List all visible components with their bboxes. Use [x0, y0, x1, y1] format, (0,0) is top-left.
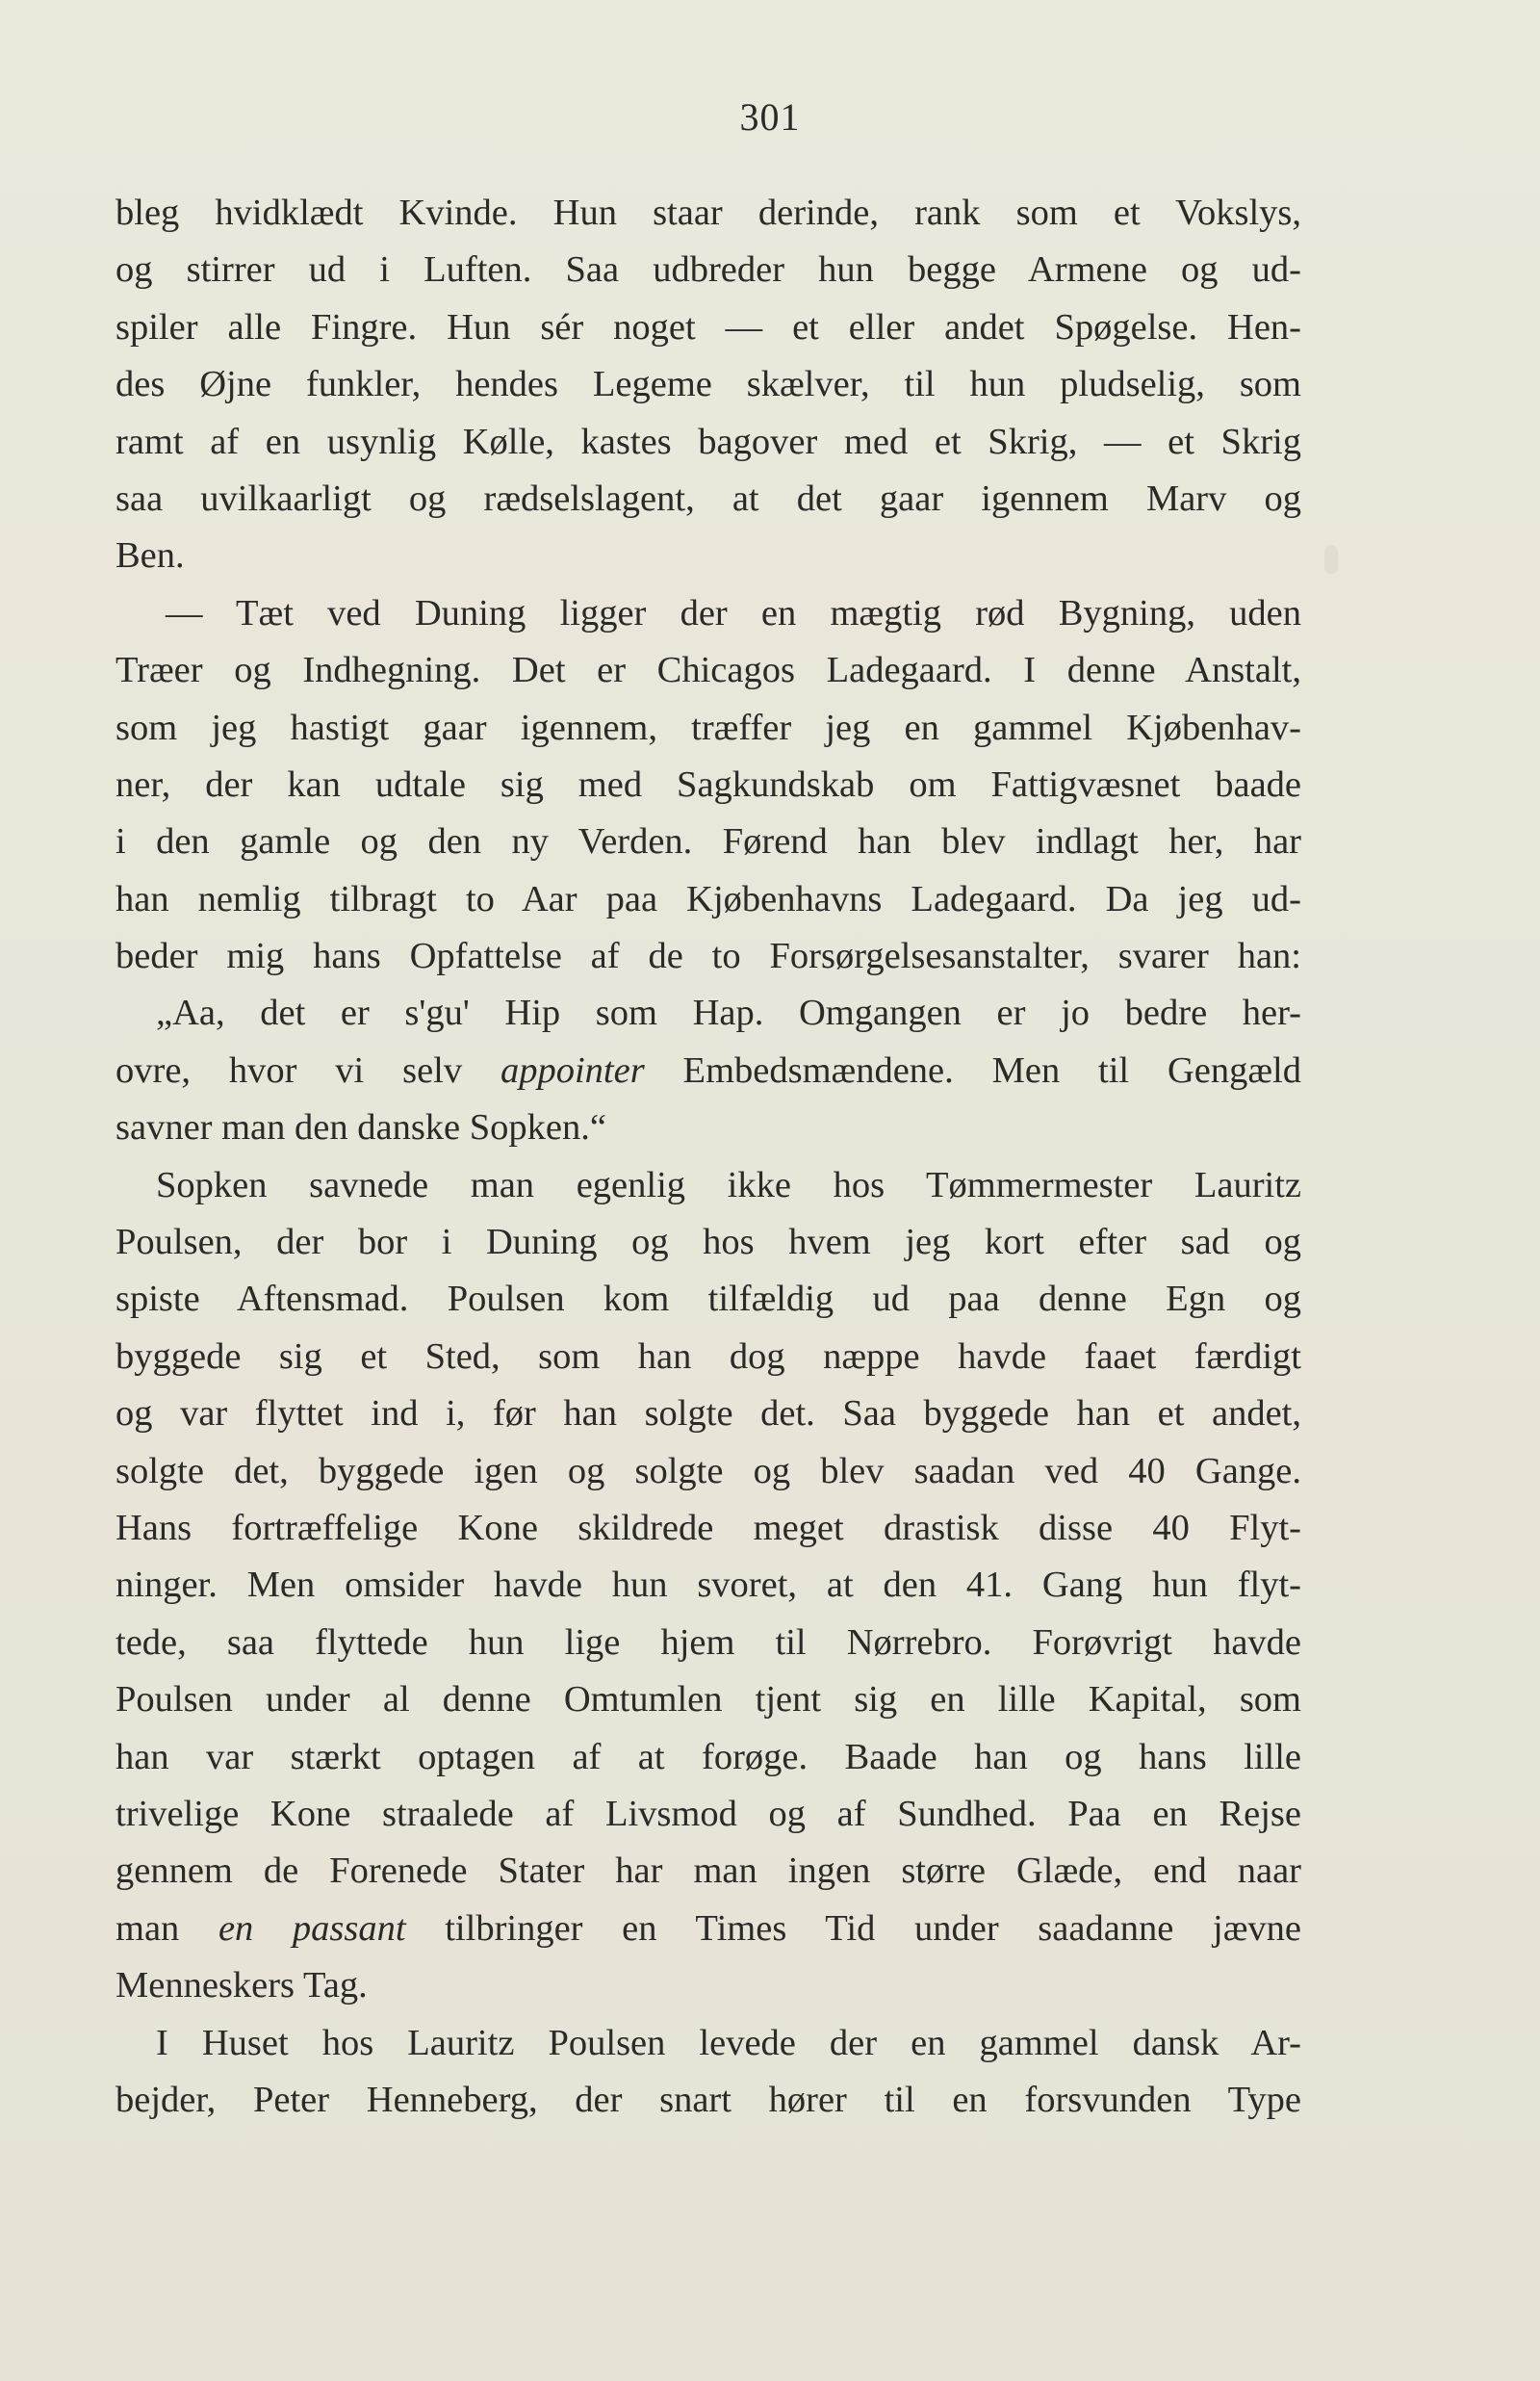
text-line: tede, saa flyttede hun lige hjem til Nørrebro. Forøvrigt havde — [116, 1621, 1301, 1663]
paper-smudge — [1324, 545, 1338, 574]
text-line: trivelige Kone straalede af Livsmod og af Sundhed. Paa en Rejse — [116, 1793, 1301, 1834]
text-line — [116, 1901, 1301, 1957]
text-line: Hans fortræffelige Kone skildrede meget drastisk disse 40 Flyt- — [116, 1507, 1301, 1548]
text-line: I Huset hos Lauritz Poulsen levede der en gammel dansk Ar- — [156, 2022, 1301, 2063]
text-line: og var flyttet ind i, før han solgte det. Saa byggede han et andet, — [116, 1393, 1301, 1435]
text-line: i den gamle og den ny Verden. Førend han blev indlagt her, har — [116, 821, 1301, 863]
text-line: han nemlig tilbragt to Aar paa Kjøbenhavns Ladegaard. Da jeg ud- — [116, 878, 1301, 919]
text-line: ner, der kan udtale sig med Sagkundskab om Fattigvæsnet baade — [116, 763, 1301, 805]
text-line: Menneskers Tag. — [116, 1965, 368, 2006]
text-line: Træer og Indhegning. Det er Chicagos Ladegaard. I denne Anstalt, — [116, 650, 1301, 691]
text-line — [116, 1043, 1301, 1100]
text-line: Ben. — [116, 535, 185, 577]
text-segment: tilbringer en Times Tid under saadanne jævne — [405, 1907, 1301, 1949]
italic-phrase: en passant — [218, 1907, 406, 1949]
text-line: bleg hvidklædt Kvinde. Hun staar derinde, rank som et Vokslys, — [116, 193, 1301, 233]
page-number: 301 — [739, 95, 801, 139]
text-segment: ovre, hvor vi selv — [116, 1049, 500, 1091]
text-segment: Embedsmændene. Men til Gengæld — [644, 1049, 1301, 1091]
text-segment: man — [116, 1907, 218, 1949]
text-line: som jeg hastigt gaar igennem, træffer jeg en gammel Kjøbenhav- — [116, 707, 1301, 748]
text-line: byggede sig et Sted, som han dog næppe havde faaet færdigt — [116, 1335, 1301, 1377]
text-line: des Øjne funkler, hendes Legeme skælver, til hun pludselig, som — [116, 364, 1301, 405]
text-line: spiler alle Fingre. Hun sér noget — et eller andet Spøgelse. Hen- — [116, 306, 1301, 348]
text-line: gennem de Forenede Stater har man ingen større Glæde, end naar — [116, 1850, 1301, 1892]
text-line: saa uvilkaarligt og rædselslagent, at det gaar igennem Marv og — [116, 478, 1301, 519]
text-line: — Tæt ved Duning ligger der en mægtig rød Bygning, uden — [166, 592, 1301, 634]
text-line: solgte det, byggede igen og solgte og blev saadan ved 40 Gange. — [116, 1450, 1301, 1491]
text-line: „Aa, det er s'gu' Hip som Hap. Omgangen er jo bedre her- — [156, 993, 1301, 1034]
text-line: savner man den danske Sopken.“ — [116, 1107, 606, 1149]
text-line: Poulsen, der bor i Duning og hos hvem jeg kort efter sad og — [116, 1222, 1301, 1263]
text-line: ninger. Men omsider havde hun svoret, at den 41. Gang hun flyt- — [116, 1565, 1301, 1606]
text-line: han var stærkt optagen af at forøge. Baade han og hans lille — [116, 1736, 1301, 1777]
italic-word: appointer — [500, 1049, 645, 1091]
text-line: bejder, Peter Henneberg, der snart hører til en forsvunden Type — [116, 2079, 1301, 2120]
text-line: Sopken savnede man egenlig ikke hos Tømmermester Lauritz — [156, 1164, 1301, 1205]
text-line: beder mig hans Opfattelse af de to Forsørgelsesanstalter, svarer han: — [116, 936, 1301, 977]
text-line: spiste Aftensmad. Poulsen kom tilfældig ud paa denne Egn og — [116, 1279, 1301, 1320]
text-line: og stirrer ud i Luften. Saa udbreder hun begge Armene og ud- — [116, 249, 1301, 291]
text-line: ramt af en usynlig Kølle, kastes bagover med et Skrig, — et Skrig — [116, 421, 1301, 462]
text-line: Poulsen under al denne Omtumlen tjent sig en lille Kapital, som — [116, 1679, 1301, 1721]
body-text — [116, 185, 1301, 2129]
